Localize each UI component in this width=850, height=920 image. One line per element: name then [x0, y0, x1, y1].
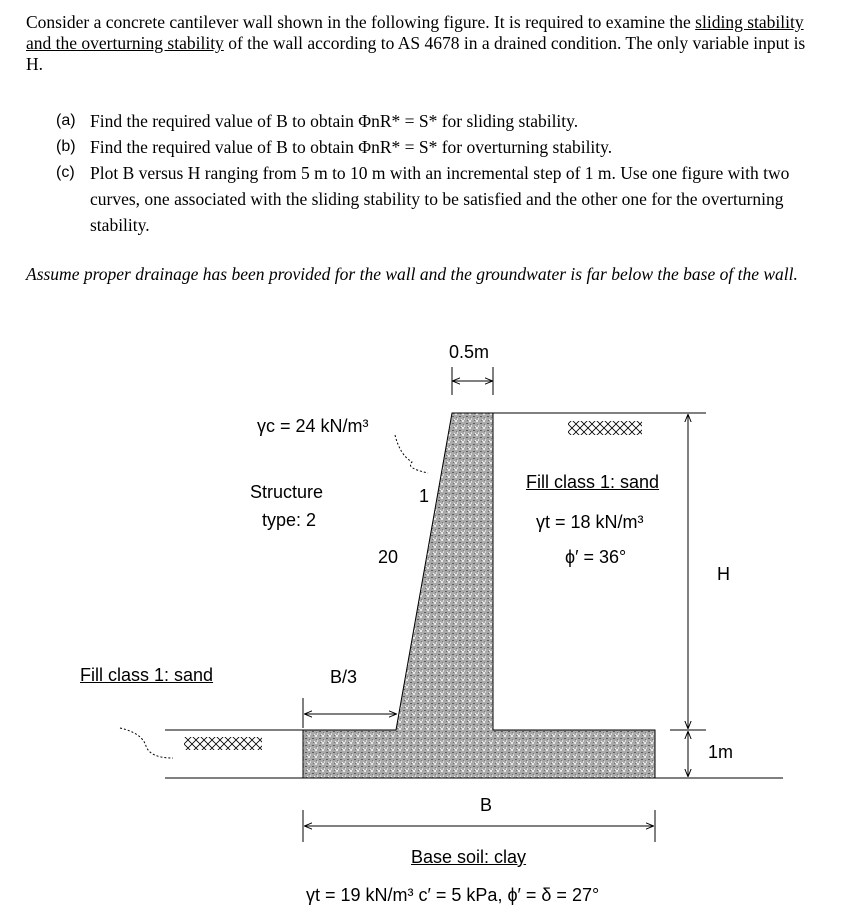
task-label: (c): [56, 164, 75, 181]
intro-text-end: of the wall according to AS 4678 in a drained condition. The only variable input is H.: [26, 33, 806, 74]
base-soil-label: Base soil: clay: [411, 847, 527, 867]
assumption-note: Assume proper drainage has been provided for the wall and the groundwater is far below the base of the wall.: [26, 264, 798, 284]
wall-section: [303, 413, 655, 778]
fill-left-leader: [120, 728, 173, 758]
height-label: H: [717, 564, 730, 584]
fill-right-unit-weight: γt = 18 kN/m³: [536, 512, 644, 532]
structure-type-line2: type: 2: [262, 510, 317, 530]
gamma-leader: [395, 435, 428, 473]
task-text: Find the required value of B to obtain ΦnR* = S* for sliding stability.: [90, 111, 579, 131]
fill-right-friction-angle: ϕ′ = 36°: [565, 547, 627, 567]
task-text: Find the required value of B to obtain ΦnR* = S* for overturning stability.: [90, 137, 613, 157]
fill-right-label: Fill class 1: sand: [526, 472, 660, 492]
top-width-label: 0.5m: [449, 342, 490, 362]
fill-left-label: Fill class 1: sand: [80, 665, 214, 685]
hatch-symbol-left: [184, 737, 262, 750]
intro-text-start: Consider a concrete cantilever wall shown in the following figure. It is required to examine the: [26, 12, 696, 32]
hatch-symbol-right: [568, 421, 642, 435]
batter-run-label: 20: [378, 547, 399, 567]
toe-width-label: B/3: [330, 667, 358, 687]
concrete-unit-weight: γc = 24 kN/m³: [257, 416, 369, 436]
batter-rise-label: 1: [419, 486, 430, 506]
task-label: (a): [56, 112, 76, 129]
base-width-label: B: [480, 795, 493, 815]
intro-underlined-text: sliding stability and the overturning stability: [26, 12, 804, 53]
task-text: Plot B versus H ranging from 5 m to 10 m with an incremental step of 1 m. Use one figure with two curves, one associated with the sliding stability to be satisfied and the other one for the overturning stability.: [90, 163, 790, 235]
task-label: (b): [56, 138, 76, 155]
base-soil-properties: γt = 19 kN/m³ c′ = 5 kPa, ϕ′ = δ = 27°: [306, 885, 600, 905]
base-thickness-label: 1m: [708, 742, 734, 762]
structure-type-line1: Structure: [250, 482, 324, 502]
